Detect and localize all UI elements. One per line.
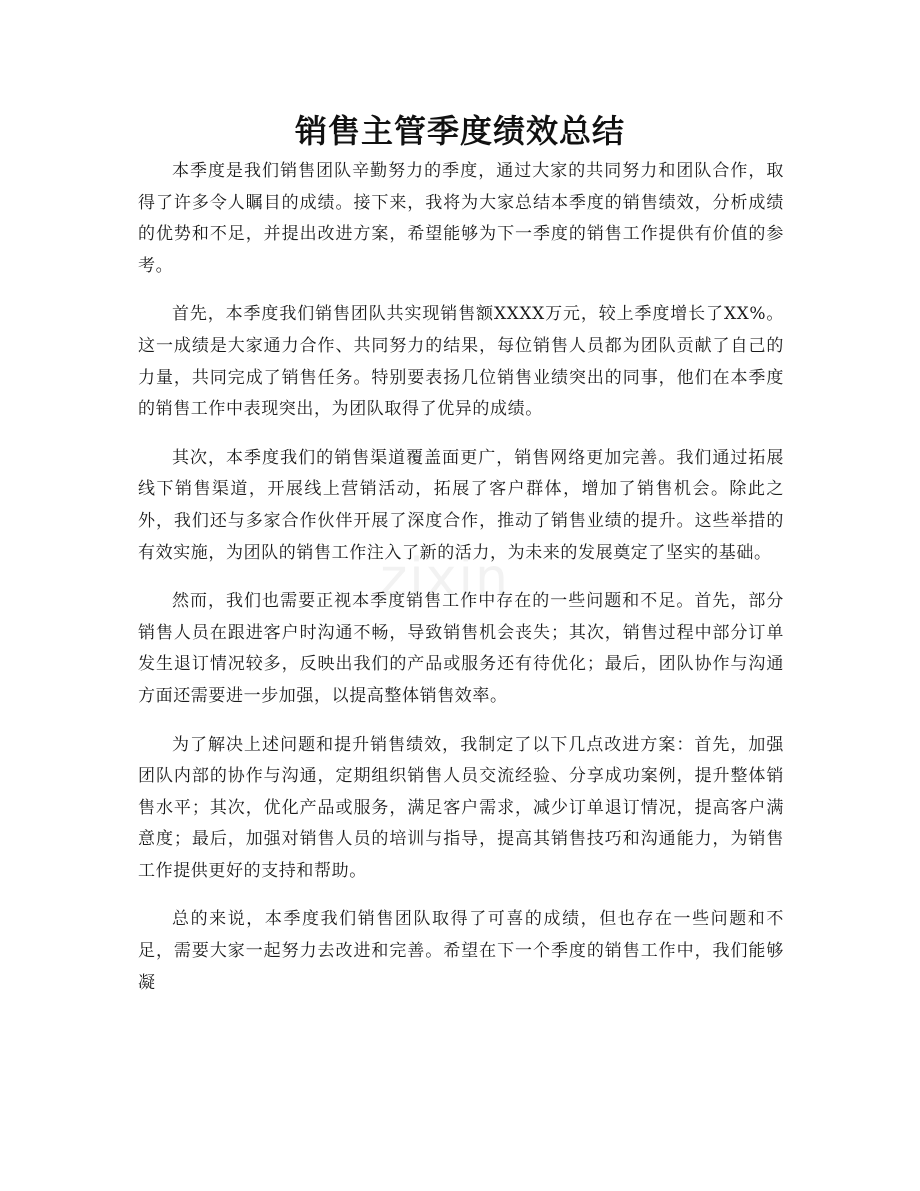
paragraph-problems: 然而，我们也需要正视本季度销售工作中存在的一些问题和不足。首先，部分销售人员在跟进客户时沟通不畅，导致销售机会丧失；其次，销售过程中部分订单发生退订情况较多，反映出我们的产品或服务还有待优化；最后，团队协作与沟通方面还需要进一步加强，以提高整体销售效率。 [138, 591, 784, 706]
paragraph-intro: 本季度是我们销售团队辛勤努力的季度，通过大家的共同努力和团队合作，取得了许多令人瞩目的成绩。接下来，我将为大家总结本季度的销售绩效，分析成绩的优势和不足，并提出改进方案，希望能够为下一季度的销售工作提供有价值的参考。 [138, 161, 784, 276]
paragraph-sales-results: 首先，本季度我们销售团队共实现销售额XXXX万元，较上季度增长了XX%。这一成绩是大家通力合作、共同努力的结果，每位销售人员都为团队贡献了自己的力量，共同完成了销售任务。特别要表扬几位销售业绩突出的同事，他们在本季度的销售工作中表现突出，为团队取得了优异的成绩。 [138, 304, 784, 420]
paragraph-improvement-plan: 为了解决上述问题和提升销售绩效，我制定了以下几点改进方案：首先，加强团队内部的协作与沟通，定期组织销售人员交流经验、分享成功案例，提升整体销售水平；其次，优化产品或服务，满足客户需求，减少订单退订情况，提高客户满意度；最后，加强对销售人员的培训与指导，提高其销售技巧和沟通能力，为销售工作提供更好的支持和帮助。 [138, 734, 784, 881]
document-body [138, 156, 784, 1016]
document-title: 销售主管季度绩效总结 [294, 112, 625, 150]
watermark: zixin [380, 548, 510, 608]
paragraph-summary: 总的来说，本季度我们销售团队取得了可喜的成绩，但也存在一些问题和不足，需要大家一起努力去改进和完善。希望在下一个季度的销售工作中，我们能够凝 [138, 909, 784, 993]
paragraph-sales-channels: 其次，本季度我们的销售渠道覆盖面更广，销售网络更加完善。我们通过拓展线下销售渠道，开展线上营销活动，拓展了客户群体，增加了销售机会。除此之外，我们还与多家合作伙伴开展了深度合作，推动了销售业绩的提升。这些举措的有效实施，为团队的销售工作注入了新的活力，为未来的发展奠定了坚实的基础。 [138, 447, 784, 563]
